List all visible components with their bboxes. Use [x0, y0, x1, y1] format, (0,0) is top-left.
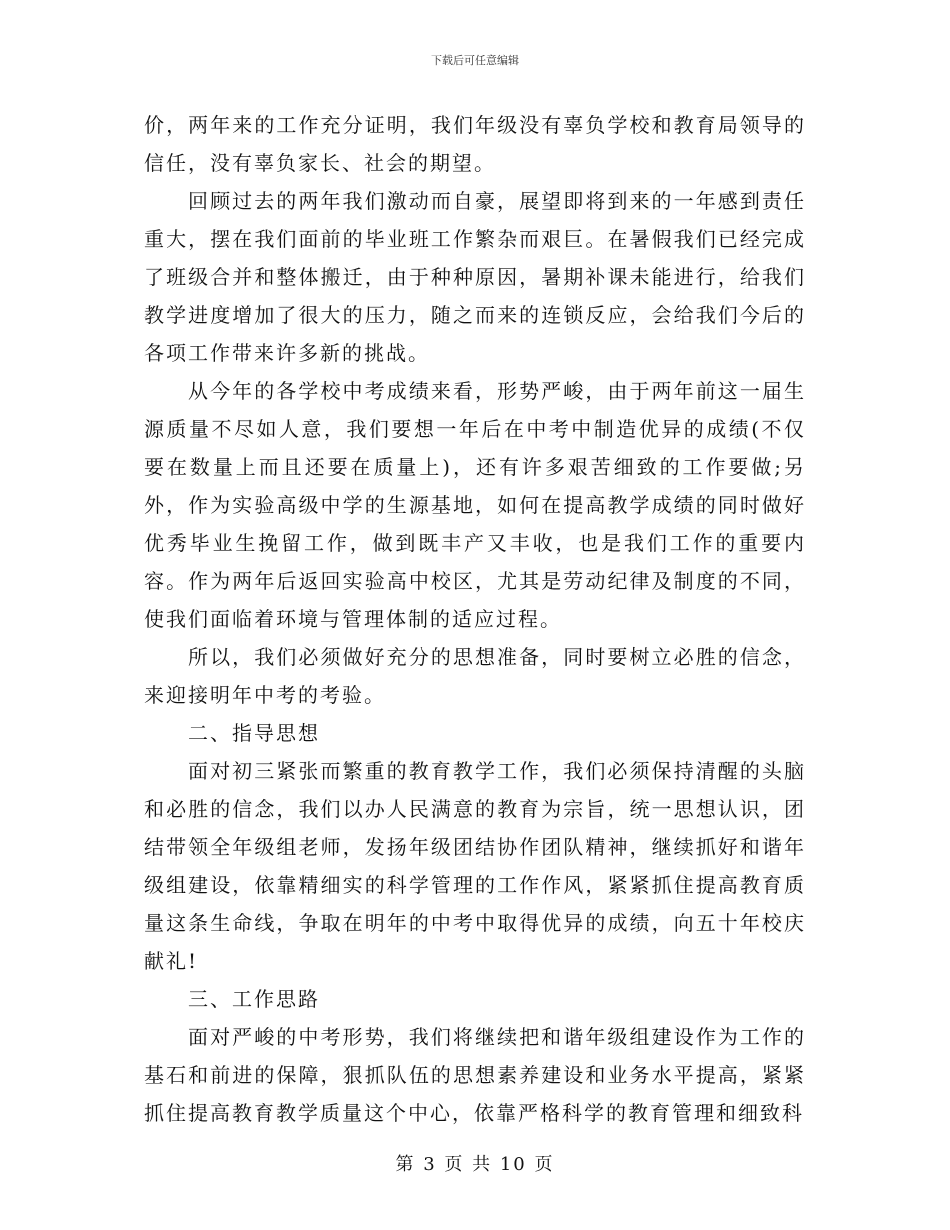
paragraph-preparation: 所以，我们必须做好充分的思想准备，同时要树立必胜的信念，来迎接明年中考的考验。	[144, 645, 806, 707]
page-header: 下载后可任意编辑	[431, 54, 519, 67]
section-heading-work-approach: 三、工作思路	[188, 987, 320, 1011]
paragraph-situation: 从今年的各学校中考成绩来看，形势严峻，由于两年前这一届生源质量不尽如人意，我们要想一年后在中考中制造优异的成绩(不仅要在数量上而且还要在质量上)，还有许多艰苦细致的工作要做;另外，作为实验高级中学的生源基地，如何在提高教学成绩的同时做好优秀毕业生挽留工作，做到既丰产又丰收，也是我们工作的重要内容。作为两年后返回实验高中校区，尤其是劳动纪律及制度的不同，使我们面临着环境与管理体制的适应过程。	[144, 379, 806, 631]
paragraph-guiding-thought: 面对初三紧张而繁重的教育教学工作，我们必须保持清醒的头脑和必胜的信念，我们以办人民满意的教育为宗旨，统一思想认识，团结带领全年级组老师，发扬年级团结协作团队精神，继续抓好和谐年级组建设，依靠精细实的科学管理的工作作风，紧紧抓住提高教育质量这条生命线，争取在明年的中考中取得优异的成绩，向五十年校庆献礼!	[144, 759, 806, 973]
document-body	[144, 106, 806, 1132]
section-heading-guiding-thought: 二、指导思想	[188, 721, 320, 745]
page-number-footer: 第 3 页 共 10 页	[395, 1154, 555, 1175]
paragraph-review: 回顾过去的两年我们激动而自豪，展望即将到来的一年感到责任重大，摆在我们面前的毕业班工作繁杂而艰巨。在暑假我们已经完成了班级合并和整体搬迁，由于种种原因，暑期补课未能进行，给我们教学进度增加了很大的压力，随之而来的连锁反应，会给我们今后的各项工作带来许多新的挑战。	[144, 189, 806, 365]
paragraph-work-approach: 面对严峻的中考形势，我们将继续把和谐年级组建设作为工作的基石和前进的保障，狠抓队伍的思想素养建设和业务水平提高，紧紧抓住提高教育教学质量这个中心，依靠严格科学的教育管理和细致科	[144, 1025, 806, 1125]
paragraph-continuation: 价，两年来的工作充分证明，我们年级没有辜负学校和教育局领导的信任，没有辜负家长、社会的期望。	[144, 113, 806, 175]
